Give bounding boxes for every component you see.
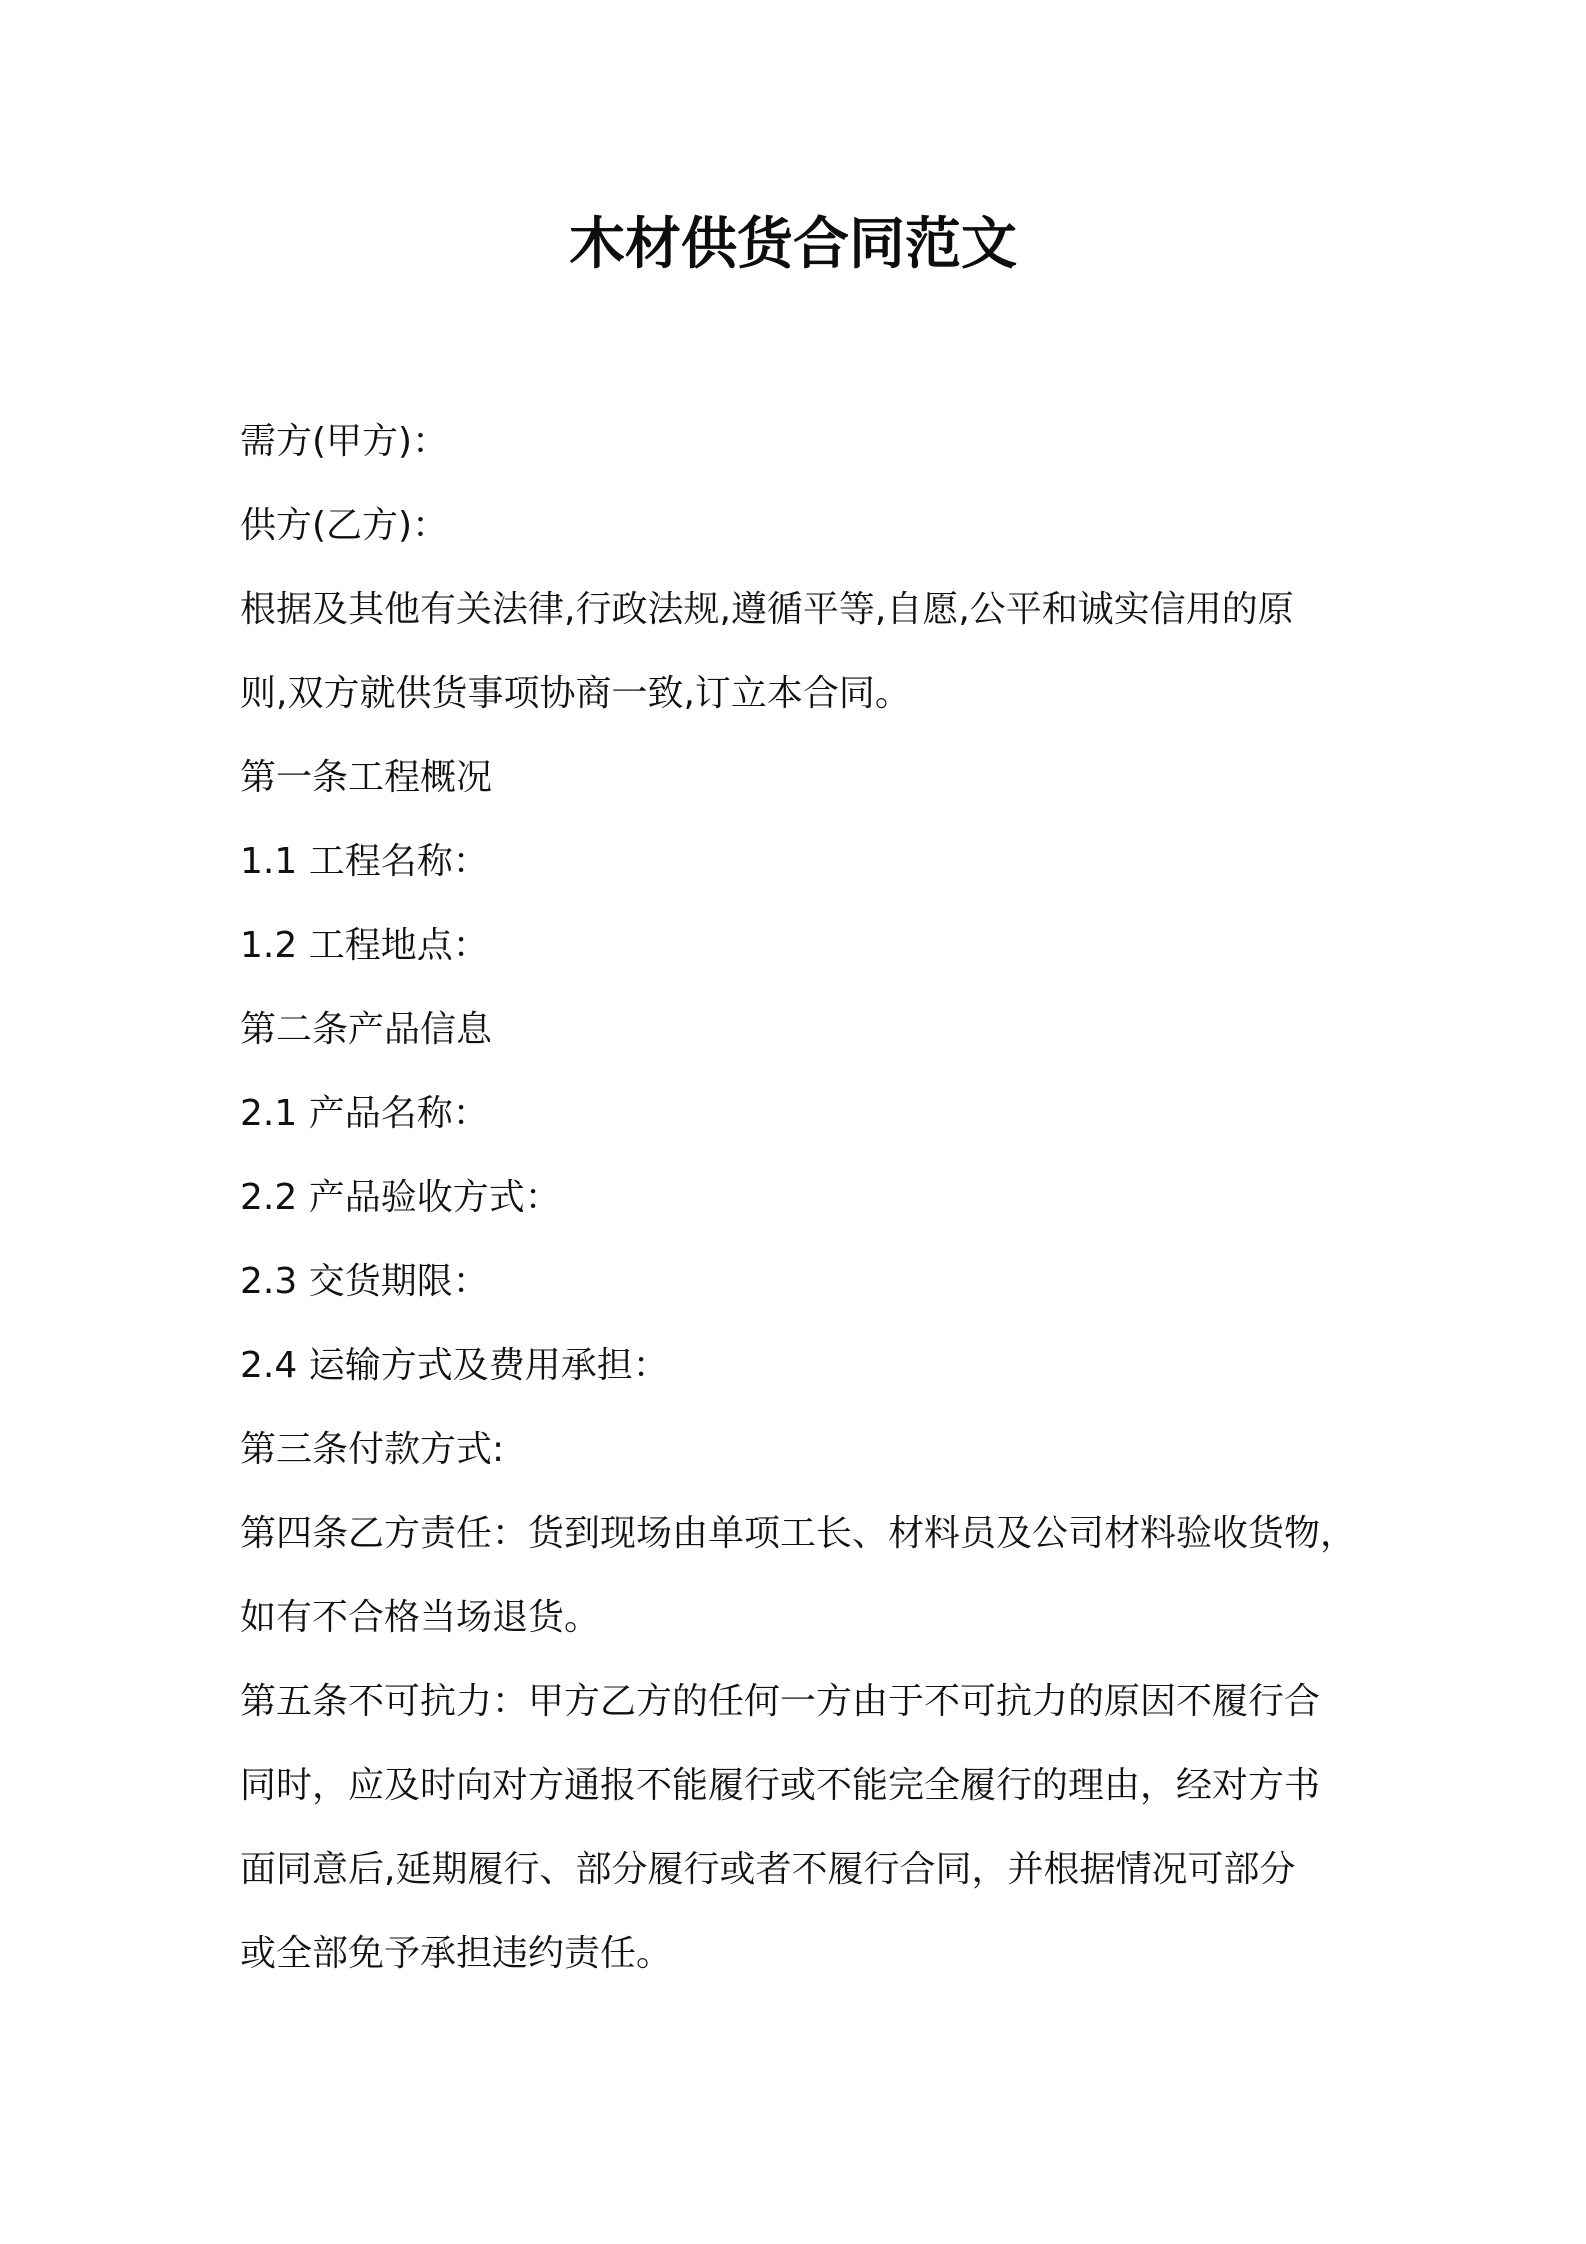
clause-2-1: 2.1 产品名称： <box>240 1093 489 1134</box>
clause-2-2: 2.2 产品验收方式： <box>240 1177 561 1218</box>
article-5-line-2: 同时，应及时向对方通报不能履行或不能完全履行的理由，经对方书 <box>240 1765 1321 1806</box>
document-title: 木材供货合同范文 <box>569 212 1017 277</box>
preamble-line-1: 根据及其他有关法律,行政法规,遵循平等,自愿,公平和诚实信用的原 <box>240 589 1294 630</box>
article-5-line-3: 面同意后,延期履行、部分履行或者不履行合同，并根据情况可部分 <box>240 1849 1296 1890</box>
article-4-line-1: 第四条乙方责任：货到现场由单项工长、材料员及公司材料验收货物， <box>240 1513 1357 1554</box>
clause-2-3: 2.3 交货期限： <box>240 1261 489 1302</box>
document-body <box>240 400 1370 1996</box>
article-3-heading: 第三条付款方式: <box>240 1429 505 1470</box>
party-b-line: 供方(乙方)： <box>240 505 449 546</box>
clause-1-2: 1.2 工程地点： <box>240 925 489 966</box>
party-a-line: 需方(甲方)： <box>240 421 449 462</box>
preamble-line-2: 则,双方就供货事项协商一致,订立本合同。 <box>240 673 911 714</box>
article-2-heading: 第二条产品信息 <box>240 1009 493 1050</box>
article-4-line-2: 如有不合格当场退货。 <box>240 1597 601 1638</box>
clause-2-4: 2.4 运输方式及费用承担： <box>240 1345 669 1386</box>
article-5-line-1: 第五条不可抗力：甲方乙方的任何一方由于不可抗力的原因不履行合 <box>240 1681 1321 1722</box>
clause-1-1: 1.1 工程名称： <box>240 841 489 882</box>
article-1-heading: 第一条工程概况 <box>240 757 493 798</box>
article-5-line-4: 或全部免予承担违约责任。 <box>240 1933 673 1974</box>
